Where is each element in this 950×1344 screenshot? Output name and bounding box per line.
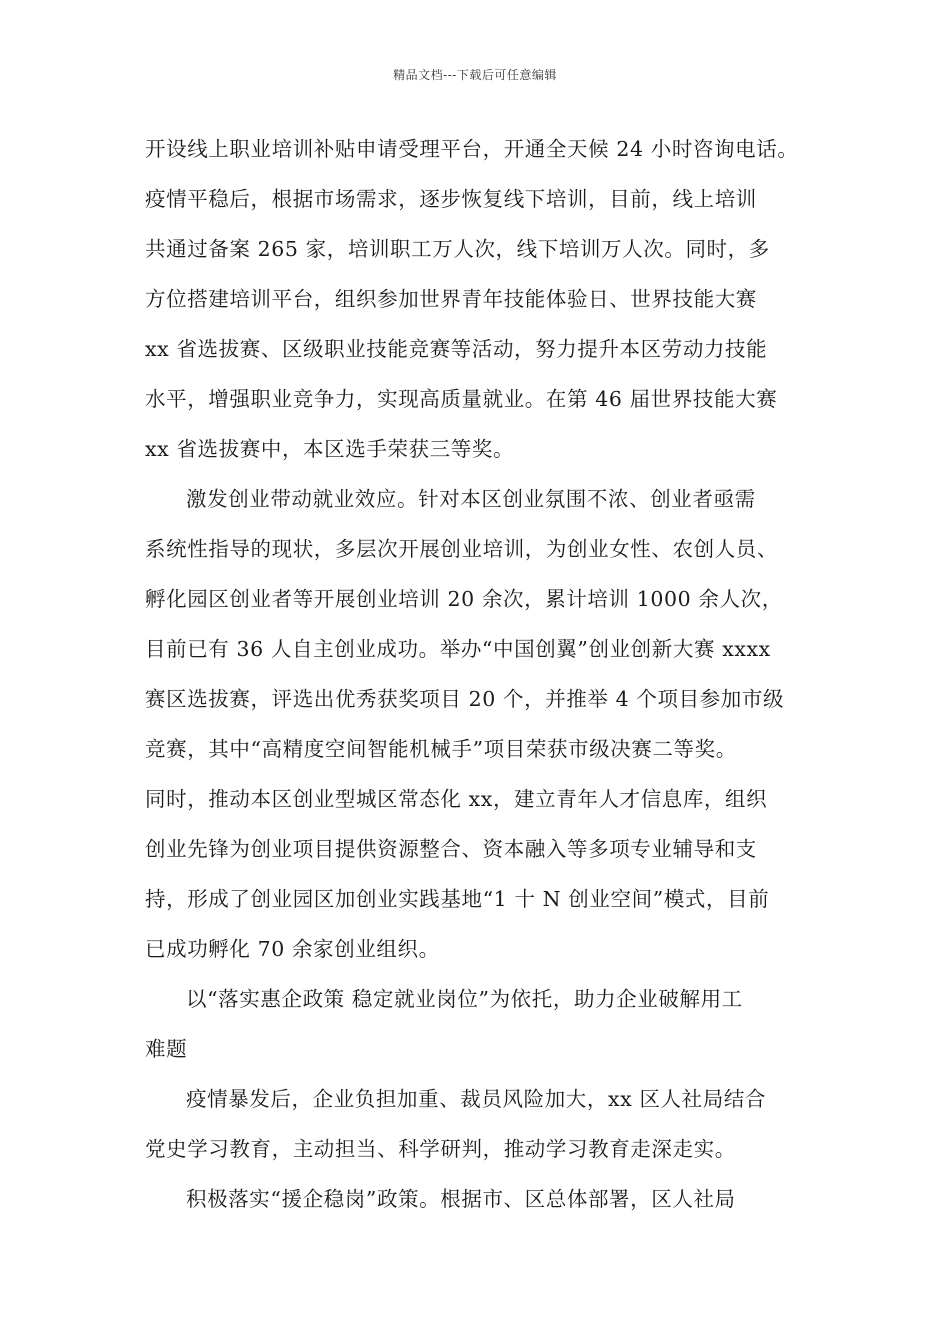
paragraph-line: 开设线上职业培训补贴申请受理平台，开通全天候 24 小时咨询电话。 bbox=[145, 137, 799, 161]
paragraph-line: xx 省选拔赛中，本区选手荣获三等奖。 bbox=[145, 437, 515, 461]
paragraph-line: 目前已有 36 人自主创业成功。举办“中国创翼”创业创新大赛 xxxx bbox=[145, 637, 771, 661]
paragraph-line: 同时，推动本区创业型城区常态化 xx，建立青年人才信息库，组织 bbox=[145, 787, 768, 811]
paragraph-section-heading bbox=[145, 982, 815, 1082]
paragraph-line: 持，形成了创业园区加创业实践基地“1 十 N 创业空间”模式，目前 bbox=[145, 887, 770, 911]
paragraph-line: 难题 bbox=[145, 1037, 188, 1061]
paragraph-entrepreneurship bbox=[145, 482, 815, 982]
document-body bbox=[145, 132, 815, 1232]
paragraph-line: 竞赛，其中“高精度空间智能机械手”项目荣获市级决赛二等奖。 bbox=[145, 737, 737, 761]
paragraph-line: 水平，增强职业竞争力，实现高质量就业。在第 46 届世界技能大赛 bbox=[145, 387, 778, 411]
paragraph-line: xx 省选拔赛、区级职业技能竞赛等活动，努力提升本区劳动力技能 bbox=[145, 337, 768, 361]
paragraph-line: 创业先锋为创业项目提供资源整合、资本融入等多项专业辅导和支 bbox=[145, 837, 757, 861]
paragraph-line: 以“落实惠企政策 稳定就业岗位”为依托，助力企业破解用工 bbox=[186, 987, 743, 1011]
paragraph-employment-training bbox=[145, 132, 815, 482]
paragraph-line: 共通过备案 265 家，培训职工万人次，线下培训万人次。同时，多 bbox=[145, 237, 770, 261]
paragraph-line: 赛区选拔赛，评选出优秀获奖项目 20 个，并推举 4 个项目参加市级 bbox=[145, 687, 785, 711]
paragraph-line: 党史学习教育，主动担当、科学研判，推动学习教育走深走实。 bbox=[145, 1137, 736, 1161]
paragraph-pandemic-response bbox=[145, 1082, 815, 1182]
paragraph-line: 疫情平稳后，根据市场需求，逐步恢复线下培训，目前，线上培训 bbox=[145, 187, 757, 211]
paragraph-line: 孵化园区创业者等开展创业培训 20 余次，累计培训 1000 余人次， bbox=[145, 587, 783, 611]
paragraph-line: 系统性指导的现状，多层次开展创业培训，为创业女性、农创人员、 bbox=[145, 537, 778, 561]
paragraph-line: 激发创业带动就业效应。针对本区创业氛围不浓、创业者亟需 bbox=[186, 487, 756, 511]
page-header: 精品文档---下载后可任意编辑 bbox=[393, 68, 557, 82]
paragraph-line: 方位搭建培训平台，组织参加世界青年技能体验日、世界技能大赛 bbox=[145, 287, 757, 311]
paragraph-line: 疫情暴发后，企业负担加重、裁员风险加大，xx 区人社局结合 bbox=[186, 1087, 767, 1111]
paragraph-policy-implementation bbox=[145, 1182, 815, 1232]
paragraph-line: 积极落实“援企稳岗”政策。根据市、区总体部署，区人社局 bbox=[186, 1187, 736, 1211]
paragraph-line: 已成功孵化 70 余家创业组织。 bbox=[145, 937, 440, 961]
